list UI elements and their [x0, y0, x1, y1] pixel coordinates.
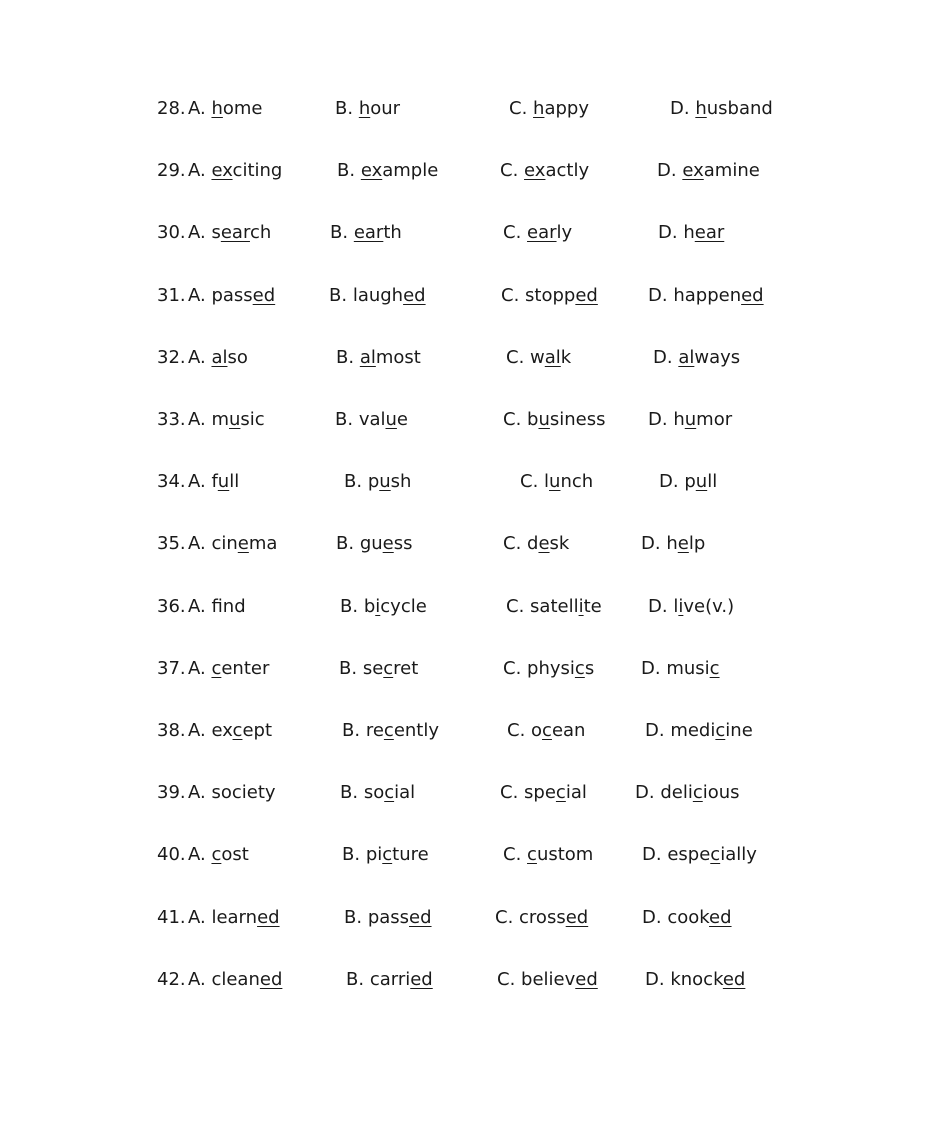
option-letter: B. — [344, 906, 363, 928]
option-letter: B. — [330, 222, 349, 244]
question-row — [0, 904, 950, 932]
word-suffix: sh — [390, 471, 412, 493]
option-letter: C. — [503, 657, 522, 679]
underlined-letters: ex — [360, 160, 383, 182]
option-c — [503, 219, 572, 247]
option-b — [335, 95, 400, 123]
word-prefix: p — [684, 471, 696, 493]
word-prefix: satell — [530, 595, 579, 617]
option-letter: D. — [648, 595, 668, 617]
option-d — [635, 779, 740, 807]
underlined-letters: e — [538, 533, 550, 555]
word-suffix: ly — [556, 222, 573, 244]
underlined-letters: c — [692, 782, 703, 804]
option-a — [188, 344, 248, 372]
word-prefix: cin — [211, 533, 238, 555]
option-letter: C. — [509, 98, 528, 119]
word-prefix: h — [683, 222, 695, 244]
underlined-letters: h — [211, 98, 223, 119]
word-suffix: nch — [560, 471, 594, 493]
option-b — [336, 530, 413, 558]
option-letter: B. — [340, 782, 359, 804]
underlined-letters: ed — [709, 906, 732, 928]
word-suffix: ine — [725, 720, 753, 741]
question-number: 28. — [157, 98, 186, 119]
option-letter: D. — [641, 657, 661, 679]
word-suffix: lp — [688, 533, 706, 555]
option-letter: A. — [188, 906, 206, 928]
option-b — [340, 779, 415, 807]
word-prefix: laugh — [352, 284, 404, 306]
word-prefix: spe — [524, 782, 556, 804]
option-a — [188, 655, 269, 683]
underlined-letters: ed — [259, 968, 283, 990]
underlined-letters: ear — [220, 222, 250, 244]
question-row — [0, 219, 950, 247]
option-c — [497, 966, 598, 994]
option-a — [188, 95, 263, 123]
option-b — [342, 841, 429, 869]
option-letter: B. — [329, 284, 348, 306]
word-prefix: musi — [666, 657, 710, 679]
option-b — [336, 344, 421, 372]
word-suffix: ial — [565, 782, 587, 804]
word-suffix: mor — [696, 409, 733, 430]
word-prefix: medi — [670, 720, 716, 741]
underlined-letters: ear — [527, 222, 557, 244]
underlined-letters: e — [237, 533, 249, 555]
word-prefix: s — [211, 222, 221, 244]
word-suffix: ially — [720, 844, 757, 866]
underlined-letters: c — [710, 844, 721, 866]
option-c — [506, 344, 571, 372]
option-letter: D. — [670, 98, 690, 119]
option-b — [344, 904, 432, 932]
option-letter: C. — [503, 409, 522, 430]
question-row — [0, 593, 950, 621]
option-a — [188, 841, 249, 869]
word-suffix: most — [375, 346, 421, 368]
question-row — [0, 344, 950, 372]
word-suffix: ious — [702, 782, 740, 804]
underlined-letters: u — [695, 471, 708, 493]
word-prefix: d — [527, 533, 539, 555]
word-suffix: ture — [392, 844, 429, 866]
question-number: 37. — [157, 657, 186, 679]
word-prefix: happen — [673, 284, 742, 306]
option-letter: D. — [658, 222, 678, 244]
option-letter: D. — [642, 906, 662, 928]
question-number: 33. — [157, 409, 186, 430]
option-d — [642, 904, 732, 932]
option-letter: B. — [344, 471, 363, 493]
option-letter: A. — [188, 720, 206, 741]
word-suffix: th — [383, 222, 402, 244]
option-b — [330, 219, 402, 247]
underlined-letters: u — [379, 471, 391, 493]
word-suffix: actly — [545, 160, 590, 182]
underlined-letters: c — [211, 657, 222, 679]
word-prefix: so — [363, 782, 385, 804]
question-row — [0, 717, 950, 745]
option-a — [188, 717, 272, 745]
option-a — [188, 904, 280, 932]
underlined-letters: h — [695, 98, 707, 119]
option-c — [520, 468, 593, 496]
underlined-letters: ed — [575, 284, 598, 306]
word-suffix: ll — [229, 471, 240, 493]
underlined-letters: ear — [694, 222, 725, 244]
word-prefix: pass — [367, 906, 410, 928]
option-a — [188, 530, 277, 558]
word-suffix: ch — [249, 222, 272, 244]
option-letter: C. — [503, 533, 522, 555]
underlined-letters: c — [383, 657, 394, 679]
question-number: 30. — [157, 222, 186, 244]
word-prefix: believ — [521, 968, 576, 990]
underlined-letters: u — [538, 409, 550, 430]
underlined-letters: ed — [741, 284, 764, 306]
word-suffix: ost — [221, 844, 249, 866]
option-a — [188, 406, 265, 434]
underlined-letters: ed — [565, 906, 589, 928]
option-b — [344, 468, 411, 496]
question-number: 40. — [157, 844, 186, 866]
option-d — [645, 717, 753, 745]
option-d — [641, 655, 720, 683]
word-suffix: ret — [393, 657, 419, 679]
option-c — [503, 530, 569, 558]
question-row — [0, 468, 950, 496]
word-prefix: ex — [211, 720, 233, 741]
word-suffix: ustom — [536, 844, 594, 866]
option-d — [658, 219, 724, 247]
option-letter: D. — [653, 346, 673, 368]
underlined-letters: c — [527, 844, 537, 866]
option-letter: D. — [641, 533, 661, 555]
option-b — [339, 655, 418, 683]
underlined-letters: ed — [409, 906, 432, 928]
underlined-letters: ed — [252, 284, 276, 306]
option-letter: C. — [506, 595, 525, 617]
word-suffix: siness — [549, 409, 606, 430]
option-letter: A. — [188, 595, 206, 617]
option-b — [337, 157, 438, 185]
option-letter: B. — [342, 720, 361, 741]
underlined-letters: c — [383, 720, 394, 741]
underlined-letters: ed — [575, 968, 598, 990]
option-b — [340, 593, 427, 621]
option-letter: C. — [503, 222, 522, 244]
option-letter: A. — [188, 782, 206, 804]
underlined-letters: i — [375, 595, 381, 617]
underlined-letters: u — [217, 471, 230, 493]
word-prefix: p — [367, 471, 380, 493]
option-a — [188, 779, 276, 807]
question-row — [0, 966, 950, 994]
word-prefix: b — [363, 595, 376, 617]
word-suffix: te — [583, 595, 602, 617]
underlined-letters: ex — [682, 160, 704, 182]
word-prefix: f — [211, 595, 223, 617]
option-letter: A. — [188, 346, 206, 368]
underlined-letters: al — [544, 346, 561, 368]
word-suffix: amine — [703, 160, 760, 182]
underlined-letters: c — [211, 844, 222, 866]
word-suffix: ss — [393, 533, 413, 555]
word-suffix: nd — [222, 595, 246, 617]
underlined-letters: h — [533, 98, 545, 119]
option-d — [648, 593, 734, 621]
option-letter: A. — [188, 409, 206, 430]
word-prefix: re — [365, 720, 384, 741]
option-c — [506, 593, 602, 621]
question-number: 42. — [157, 968, 186, 990]
underlined-letters: ex — [211, 160, 233, 182]
question-number: 39. — [157, 782, 186, 804]
option-letter: D. — [635, 782, 655, 804]
option-letter: B. — [337, 160, 356, 182]
word-prefix: knock — [670, 968, 723, 990]
word-suffix: ial — [394, 782, 416, 804]
underlined-letters: u — [385, 409, 397, 430]
underlined-letters: c — [542, 720, 552, 741]
option-letter: C. — [506, 346, 525, 368]
word-suffix: usband — [706, 98, 773, 119]
option-letter: B. — [336, 346, 355, 368]
option-a — [188, 966, 282, 994]
option-letter: B. — [340, 595, 359, 617]
word-suffix: ean — [551, 720, 586, 741]
question-number: 38. — [157, 720, 186, 741]
option-letter: D. — [642, 844, 662, 866]
underlined-letters: c — [555, 782, 566, 804]
word-suffix: ve(v.) — [683, 595, 735, 617]
word-prefix: learn — [211, 906, 258, 928]
option-c — [503, 655, 594, 683]
question-row — [0, 282, 950, 310]
option-c — [500, 157, 589, 185]
underlined-letters: i — [678, 595, 684, 617]
option-letter: C. — [503, 844, 522, 866]
underlined-letters: u — [229, 409, 241, 430]
option-letter: B. — [339, 657, 358, 679]
option-a — [188, 219, 271, 247]
word-prefix: cross — [519, 906, 566, 928]
option-letter: B. — [335, 409, 354, 430]
option-c — [507, 717, 585, 745]
option-letter: C. — [507, 720, 526, 741]
underlined-letters: e — [382, 533, 394, 555]
word-suffix: ept — [242, 720, 273, 741]
option-letter: D. — [645, 968, 665, 990]
word-prefix: f — [211, 471, 218, 493]
word-suffix: ma — [248, 533, 278, 555]
option-letter: A. — [188, 222, 206, 244]
option-c — [501, 282, 598, 310]
option-d — [659, 468, 717, 496]
option-letter: A. — [188, 284, 206, 306]
question-row — [0, 655, 950, 683]
underlined-letters: u — [684, 409, 697, 430]
option-letter: C. — [501, 284, 520, 306]
question-row — [0, 157, 950, 185]
word-prefix: espe — [667, 844, 711, 866]
option-letter: B. — [336, 533, 355, 555]
option-letter: D. — [648, 409, 668, 430]
word-suffix: sic — [240, 409, 265, 430]
option-letter: A. — [188, 533, 206, 555]
underlined-letters: ed — [722, 968, 746, 990]
word-suffix: cycle — [380, 595, 427, 617]
underlined-letters: c — [382, 844, 393, 866]
word-prefix: b — [527, 409, 539, 430]
option-d — [657, 157, 760, 185]
underlined-letters: c — [232, 720, 243, 741]
option-letter: C. — [520, 471, 539, 493]
word-prefix: h — [666, 533, 678, 555]
option-letter: C. — [495, 906, 514, 928]
underlined-letters: u — [549, 471, 561, 493]
word-suffix: ways — [694, 346, 741, 368]
word-prefix: pass — [211, 284, 253, 306]
question-number: 34. — [157, 471, 186, 493]
option-letter: D. — [645, 720, 665, 741]
word-prefix: m — [211, 409, 229, 430]
option-letter: C. — [500, 782, 519, 804]
word-suffix: so — [227, 346, 248, 368]
underlined-letters: ed — [410, 968, 433, 990]
question-number: 41. — [157, 906, 186, 928]
option-letter: A. — [188, 471, 206, 493]
question-number: 35. — [157, 533, 186, 555]
option-b — [329, 282, 426, 310]
question-row — [0, 406, 950, 434]
option-c — [495, 904, 588, 932]
option-a — [188, 468, 239, 496]
word-prefix: val — [358, 409, 386, 430]
word-prefix: w — [530, 346, 545, 368]
word-prefix: cook — [667, 906, 710, 928]
word-suffix: s — [584, 657, 595, 679]
option-letter: C. — [500, 160, 519, 182]
word-suffix: ample — [382, 160, 439, 182]
word-prefix: h — [673, 409, 685, 430]
word-suffix: citing — [232, 160, 283, 182]
option-letter: A. — [188, 160, 206, 182]
underlined-letters: ex — [524, 160, 546, 182]
underlined-letters: c — [709, 657, 720, 679]
option-d — [648, 406, 732, 434]
option-d — [648, 282, 764, 310]
word-suffix: sk — [549, 533, 570, 555]
question-number: 31. — [157, 284, 186, 306]
question-row — [0, 530, 950, 558]
word-prefix: l — [673, 595, 679, 617]
option-letter: C. — [497, 968, 516, 990]
option-letter: B. — [342, 844, 361, 866]
option-letter: D. — [657, 160, 677, 182]
underlined-letters: h — [358, 98, 371, 119]
word-suffix: our — [370, 98, 401, 119]
option-d — [642, 841, 757, 869]
option-d — [641, 530, 705, 558]
underlined-letters: ed — [257, 906, 280, 928]
question-row — [0, 95, 950, 123]
word-suffix: ll — [707, 471, 718, 493]
option-c — [503, 841, 593, 869]
option-letter: D. — [659, 471, 679, 493]
option-d — [645, 966, 745, 994]
word-prefix: physi — [527, 657, 575, 679]
option-a — [188, 593, 246, 621]
option-letter: A. — [188, 844, 206, 866]
question-row — [0, 779, 950, 807]
word-suffix: e — [396, 409, 408, 430]
word-prefix: se — [362, 657, 384, 679]
word-suffix: enter — [221, 657, 270, 679]
option-d — [653, 344, 740, 372]
word-prefix: stopp — [525, 284, 576, 306]
option-c — [503, 406, 606, 434]
option-letter: A. — [188, 657, 206, 679]
underlined-letters: al — [211, 346, 228, 368]
word-suffix: k — [560, 346, 572, 368]
underlined-letters: al — [678, 346, 695, 368]
underlined-letters: al — [359, 346, 376, 368]
option-letter: A. — [188, 968, 206, 990]
underlined-letters: ed — [403, 284, 426, 306]
option-letter: B. — [335, 98, 354, 119]
option-letter: D. — [648, 284, 668, 306]
option-letter: A. — [188, 98, 206, 119]
underlined-letters: c — [574, 657, 585, 679]
underlined-letters: ear — [353, 222, 384, 244]
underlined-letters: c — [715, 720, 726, 741]
option-d — [670, 95, 773, 123]
underlined-letters: c — [384, 782, 395, 804]
word-prefix: clean — [211, 968, 260, 990]
word-prefix: pi — [365, 844, 383, 866]
option-letter: B. — [346, 968, 365, 990]
option-b — [335, 406, 408, 434]
underlined-letters: e — [677, 533, 689, 555]
word-prefix: society — [211, 782, 276, 804]
word-suffix: ome — [222, 98, 263, 119]
option-c — [500, 779, 587, 807]
question-row — [0, 841, 950, 869]
option-b — [342, 717, 439, 745]
question-number: 36. — [157, 595, 186, 617]
underlined-letters: i — [578, 595, 584, 617]
question-number: 32. — [157, 346, 186, 368]
option-a — [188, 157, 282, 185]
word-prefix: o — [531, 720, 543, 741]
option-a — [188, 282, 275, 310]
word-suffix: ently — [393, 720, 440, 741]
word-prefix: gu — [359, 533, 383, 555]
word-suffix: appy — [544, 98, 589, 119]
option-b — [346, 966, 433, 994]
option-c — [509, 95, 589, 123]
question-number: 29. — [157, 160, 186, 182]
word-prefix: carri — [369, 968, 411, 990]
word-prefix: deli — [660, 782, 693, 804]
word-prefix: l — [544, 471, 550, 493]
